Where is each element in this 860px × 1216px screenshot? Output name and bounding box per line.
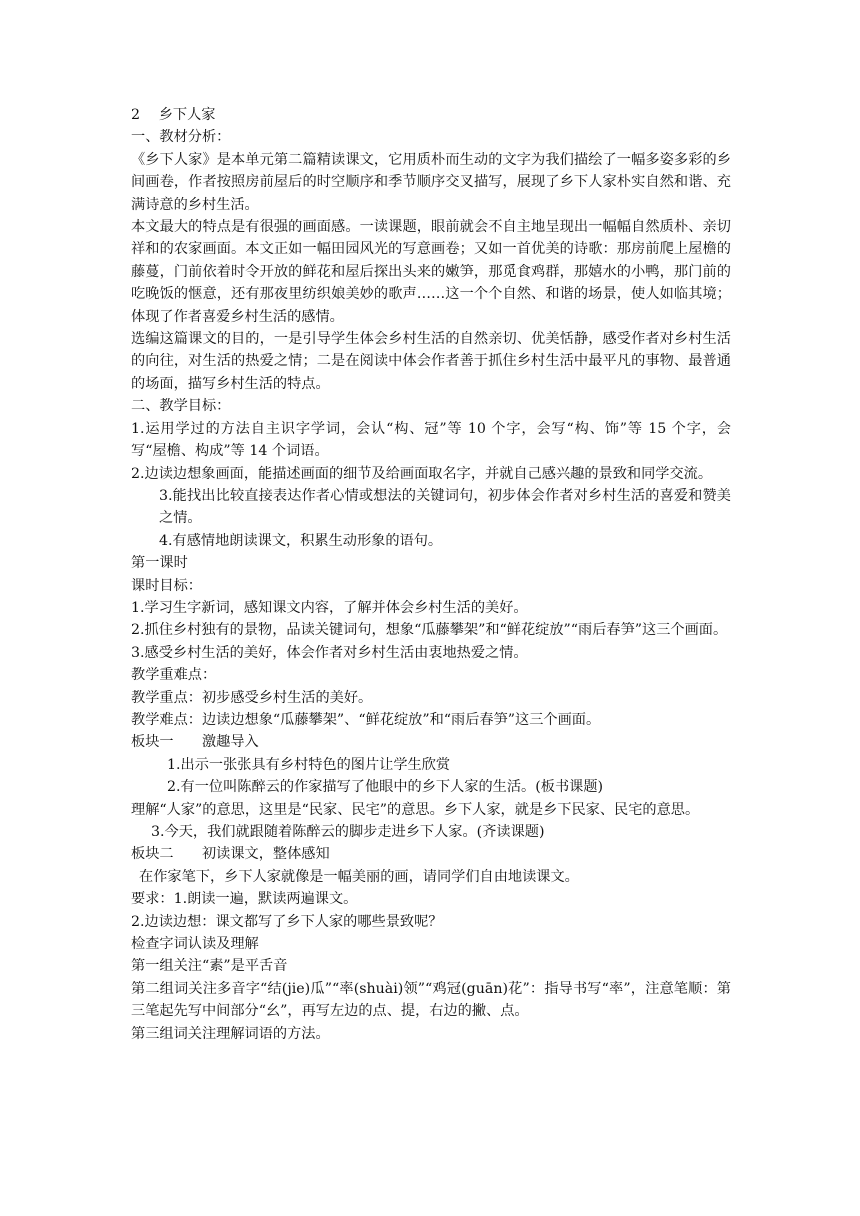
block-one-step: 1.出示一张张具有乡村特色的图片让学生欣赏 [167, 756, 451, 773]
word-group-note: 第三组词关注理解词语的方法。 [131, 1025, 330, 1042]
word-group-note: 第二组词关注多音字“结(jie)瓜”“率(shuài)领”“鸡冠(guān)花”：指导书写“率”，注意笔顺：第三笔起先写中间部分“幺”，再写左边的点、提，右边的撇、点。 [131, 980, 731, 1020]
block-two-heading: 板块二 初读课文，整体感知 [131, 846, 330, 863]
goal-item: 1.运用学过的方法自主识字学词，会认“构、冠”等 10 个字，会写“构、饰”等 15 个字，会写“屋檐、构成”等 14 个词语。 [131, 420, 731, 460]
block-two-requirement: 2.边读边想：课文都写了乡下人家的哪些景致呢？ [131, 913, 443, 930]
key-difficulties-heading: 教学重难点： [131, 667, 217, 684]
block-one-step: 2.有一位叫陈醉云的作家描写了他眼中的乡下人家的生活。(板书课题) [167, 779, 604, 796]
block-one-text: 理解“人家”的意思，这里是“民家、民宅”的意思。乡下人家，就是乡下民家、民宅的意思。 [131, 801, 700, 818]
document-body [131, 104, 731, 1045]
word-group-note: 第一组关注“素”是平舌音 [131, 958, 288, 975]
key-point: 教学重点：初步感受乡村生活的美好。 [131, 689, 373, 706]
period-goal-item: 3.感受乡村生活的美好，体会作者对乡村生活由衷地热爱之情。 [131, 644, 528, 661]
period-goal-item: 2.抓住乡村独有的景物，品读关键词句，想象“瓜藤攀架”和“鲜花绽放”“雨后春笋”这三个画面。 [131, 622, 728, 639]
period-goal-item: 1.学习生字新词，感知课文内容，了解并体会乡村生活的美好。 [131, 599, 528, 616]
block-two-text: 在作家笔下，乡下人家就像是一幅美丽的画，请同学们自由地读课文。 [139, 868, 579, 885]
section-heading-textbook-analysis: 一、教材分析： [131, 129, 231, 146]
word-check-heading: 检查字词认读及理解 [131, 936, 259, 953]
lesson-title: 2 乡下人家 [131, 107, 216, 123]
block-one-heading: 板块一 激趣导入 [131, 734, 259, 751]
analysis-paragraph: 本文最大的特点是有很强的画面感。一读课题，眼前就会不自主地呈现出一幅幅自然质朴、亲切祥和的农家画面。本文正如一幅田园风光的写意画卷；又如一首优美的诗歌：那房前爬上屋檐的藤蔓，门前依着时令开放的鲜花和屋后探出头来的嫩笋，那觅食鸡群，那嬉水的小鸭，那门前的吃晚饭的惬意，还有那夜里纺织娘美妙的歌声……这一个个自然、和谐的场景，使人如临其境；体现了作者喜爱乡村生活的感情。 [131, 219, 731, 325]
block-one-step: 3.今天，我们就跟随着陈醉云的脚步走进乡下人家。(齐读课题) [151, 824, 545, 840]
section-heading-teaching-goals: 二、教学目标： [131, 398, 231, 415]
period-goals-heading: 课时目标： [131, 577, 202, 594]
goal-item: 3.能找出比较直接表达作者心情或想法的关键词句，初步体会作者对乡村生活的喜爱和赞美之情。 [159, 487, 731, 527]
goal-item: 2.边读边想象画面，能描述画面的细节及给画面取名字，并就自己感兴趣的景致和同学交流。 [131, 465, 713, 482]
block-two-requirement: 要求：1.朗读一遍，默读两遍课文。 [131, 891, 358, 908]
lesson-period-heading: 第一课时 [131, 555, 188, 572]
analysis-paragraph: 《乡下人家》是本单元第二篇精读课文，它用质朴而生动的文字为我们描绘了一幅多姿多彩的乡间画卷，作者按照房前屋后的时空顺序和季节顺序交叉描写，展现了乡下人家朴实自然和谐、充满诗意的乡村生活。 [131, 151, 731, 213]
difficult-point: 教学难点：边读边想象“瓜藤攀架”、“鲜花绽放”和“雨后春笋”这三个画面。 [131, 711, 601, 728]
analysis-paragraph: 选编这篇课文的目的，一是引导学生体会乡村生活的自然亲切、优美恬静，感受作者对乡村生活的向往，对生活的热爱之情；二是在阅读中体会作者善于抓住乡村生活中最平凡的事物、最普通的场面，描写乡村生活的特点。 [131, 331, 731, 392]
goal-item: 4.有感情地朗读课文，积累生动形象的语句。 [159, 532, 443, 549]
